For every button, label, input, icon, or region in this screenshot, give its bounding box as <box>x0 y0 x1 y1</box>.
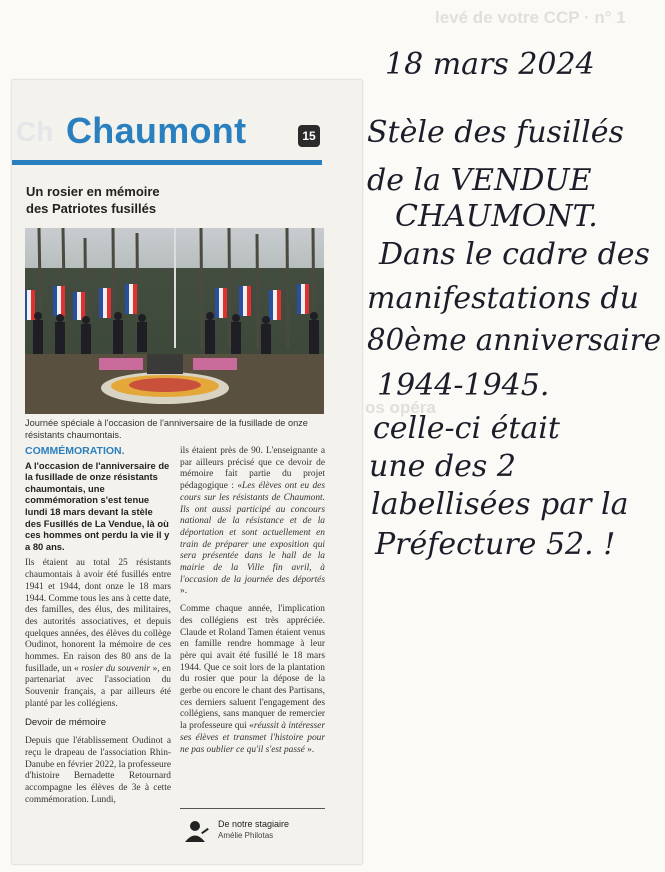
paragraph-4-quote: réussit à intéresser ses élèves et transmet l'histoire pour ne pas oublier ce qu'il s'est passé <box>180 721 325 755</box>
note-line-1: 18 mars 2024 <box>385 47 595 82</box>
byline-author: Amélie Philotas <box>218 831 274 840</box>
newspaper-masthead: Chaumont <box>66 110 247 151</box>
note-line-6: manifestations du <box>367 281 639 316</box>
headline-line-2: des Patriotes fusillés <box>26 201 157 216</box>
masthead-ghost-letters: Ch <box>16 116 54 147</box>
bleedthrough-heading-2: os opéra <box>365 398 436 417</box>
masthead-rule <box>12 160 322 165</box>
handwritten-note <box>365 40 665 600</box>
note-line-8: 1944-1945. <box>377 368 550 403</box>
paragraph-1-end: », en partenariat avec l'association du Souvenir français, a par ailleurs été planté par les collégiens. <box>25 663 171 709</box>
paragraph-3-text: ils étaient près de 90. L'enseignante a par ailleurs précisé que ce devoir de mémoire fait partie du projet pédagogique : « <box>180 446 325 492</box>
note-line-11: labellisées par la <box>371 487 629 522</box>
headline-line-1: Un rosier en mémoire <box>26 184 160 199</box>
note-line-3: de la VENDUE <box>367 163 592 198</box>
note-line-2: Stèle des fusillés <box>367 115 624 150</box>
note-line-4: CHAUMONT. <box>395 199 598 234</box>
note-line-5: Dans le cadre des <box>379 237 650 272</box>
bleedthrough-heading: levé de votre CCP · n° 1 <box>435 8 626 27</box>
paragraph-4-text: Comme chaque année, l'implication des collégiens est très appréciée. Claude et Roland Tamen étaient venus en famille rendre hommage à leur père qui avait été fusillé le 18 mars 1944. Que ce soit lors de la plantation du rosier que pour la dépose de la gerbe ou encore le chant des Partisans, ces derniers saluent l'engagement des collégiens, sans manquer de remercier la professeure qui « <box>180 604 325 732</box>
photo-caption: Journée spéciale à l'occasion de l'anniversaire de la fusillade de onze résistants chaumontais. <box>25 418 308 440</box>
memorial-photo-illustration <box>25 228 324 414</box>
paragraph-1-text: Ils étaient au total 25 résistants chaumontais à avoir été fusillés entre 1941 et 1944, dont onze le 18 mars 1944. Comme tous les ans à cette date, des familles, des élus, des militaires, des autorités associatives, et depuis quelques années, des élèves du collège Oudinot, honorent la mémoire de ces hommes. En raison des 80 ans de la fusillade, un « <box>25 558 171 674</box>
note-line-9: celle-ci était <box>373 411 560 446</box>
newspaper-clipping <box>12 80 362 864</box>
byline-title: De notre stagiaire <box>218 819 290 829</box>
note-line-7: 80ème anniversaire <box>367 323 661 358</box>
journalist-icon <box>184 819 210 843</box>
paragraph-3-end: ». <box>180 586 188 597</box>
article-byline <box>180 808 325 849</box>
article-column-1 <box>25 446 171 813</box>
article-paragraph-3 <box>180 446 325 598</box>
paragraph-3-quote: Les élèves ont eu des cours sur les résistants de Chaumont. Ils ont aussi participé au concours national de la résistance et de la déportation et sont actuellement en train de préparer une exposition qui sera présentée dans le hall de la mairie de la Ville fin avril, à l'occasion de la journée des déportés <box>180 481 325 585</box>
article-paragraph-4 <box>180 604 325 756</box>
article-paragraph-2: Depuis que l'établissement Oudinot a reçu le drapeau de l'association Rhin-Danube en février 2022, la professeure d'histoire Bernadette Retournard accompagne les élèves de 3e à cette commémoration. Lundi, <box>25 736 171 805</box>
article-column-2 <box>180 446 325 762</box>
paragraph-1-quote: rosier du souvenir <box>81 663 151 674</box>
handwritten-note-lines <box>365 40 665 600</box>
article-subhead: Devoir de mémoire <box>25 716 107 728</box>
page-number-badge: 15 <box>298 125 320 147</box>
article-headline <box>26 183 216 217</box>
article-lead: A l'occasion de l'anniversaire de la fusillade de onze résistants chaumontais, une commémoration s'est tenue lundi 18 mars devant la stèle des Fusillés de La Vendue, là où ces hommes ont perdu la vie il y a 80 ans. <box>25 459 170 552</box>
paragraph-4-end: ». <box>304 744 315 755</box>
memorial-photo <box>25 228 324 414</box>
article-paragraph-1 <box>25 558 171 710</box>
article-kicker: COMMÉMORATION. <box>25 445 125 457</box>
note-line-12: Préfecture 52. ! <box>375 527 616 562</box>
note-line-10: une des 2 <box>369 449 516 484</box>
